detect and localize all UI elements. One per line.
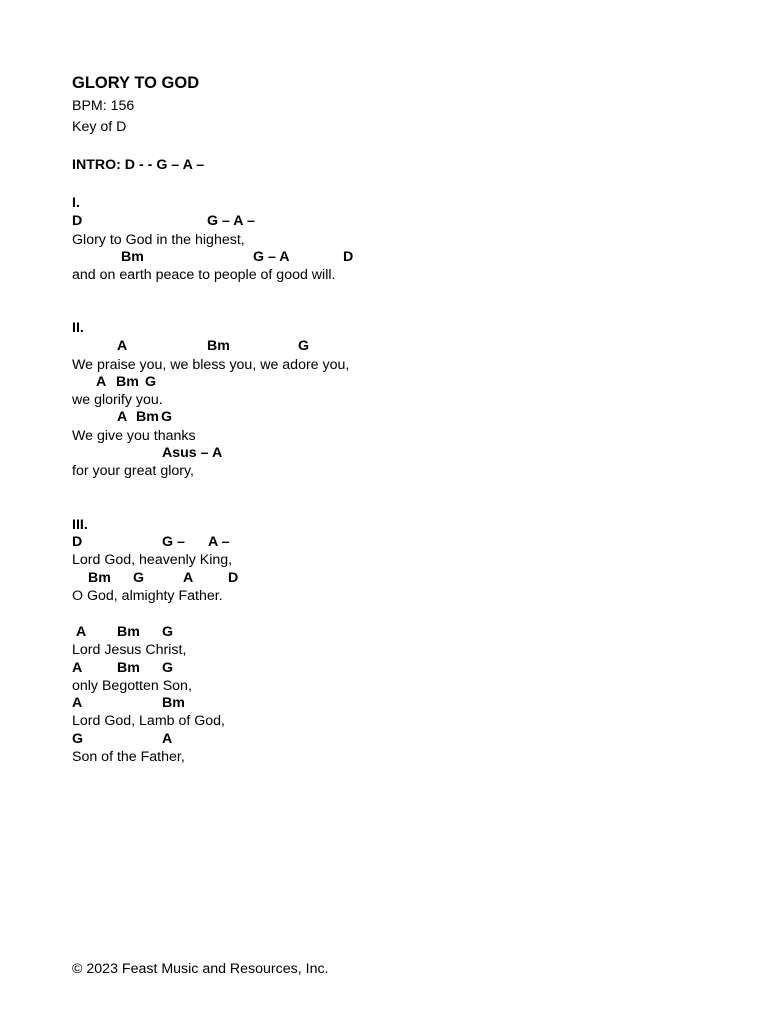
lyric-line: O God, almighty Father.: [72, 588, 223, 604]
chord: G: [162, 624, 174, 640]
section-label-3: III.: [72, 517, 88, 533]
chord: G –: [162, 534, 185, 550]
chord: A: [183, 570, 194, 586]
chord: Bm: [117, 660, 140, 676]
chord: G – A: [253, 249, 290, 265]
lyric-line: we glorify you.: [72, 392, 163, 408]
chord: Bm: [121, 249, 144, 265]
chord: A –: [208, 534, 230, 550]
section-label-2: II.: [72, 320, 84, 336]
chord: D: [343, 249, 354, 265]
chord: G: [72, 731, 84, 747]
chord: A: [72, 695, 83, 711]
chord: A: [72, 660, 83, 676]
chord: Bm: [117, 624, 140, 640]
lyric-line: We praise you, we bless you, we adore you,: [72, 357, 350, 373]
copyright-footer: © 2023 Feast Music and Resources, Inc.: [72, 961, 329, 977]
chord: A: [76, 624, 87, 640]
chord: Bm: [88, 570, 111, 586]
key-label: Key of D: [72, 119, 127, 135]
song-title: GLORY TO GOD: [72, 74, 200, 92]
lyric-line: Lord God, Lamb of God,: [72, 713, 226, 729]
lyric-line: Glory to God in the highest,: [72, 232, 245, 248]
lyric-line: Lord Jesus Christ,: [72, 642, 187, 658]
chord: D: [228, 570, 239, 586]
bpm-label: BPM: 156: [72, 98, 135, 114]
lyric-line: only Begotten Son,: [72, 678, 192, 694]
chord: A: [96, 374, 107, 390]
chord: G – A –: [207, 213, 255, 229]
chord: Bm: [207, 338, 230, 354]
chord: D: [72, 213, 83, 229]
chord: Asus – A: [162, 445, 223, 461]
chord: A: [117, 409, 128, 425]
lyric-line: for your great glory,: [72, 463, 194, 479]
chord: G: [162, 660, 174, 676]
chord: Bm: [136, 409, 159, 425]
chord: G: [161, 409, 173, 425]
lyric-line: We give you thanks: [72, 428, 196, 444]
chord: Bm: [162, 695, 185, 711]
section-label-1: I.: [72, 195, 80, 211]
chord: G: [133, 570, 145, 586]
chord: D: [72, 534, 83, 550]
lyric-line: Son of the Father,: [72, 749, 185, 765]
lyric-line: and on earth peace to people of good will.: [72, 267, 336, 283]
chord: A: [117, 338, 128, 354]
intro-line: INTRO: D - - G – A –: [72, 157, 205, 173]
lyric-line: Lord God, heavenly King,: [72, 552, 233, 568]
chord: G: [145, 374, 157, 390]
chord: Bm: [116, 374, 139, 390]
chord: A: [162, 731, 173, 747]
chord: G: [298, 338, 310, 354]
